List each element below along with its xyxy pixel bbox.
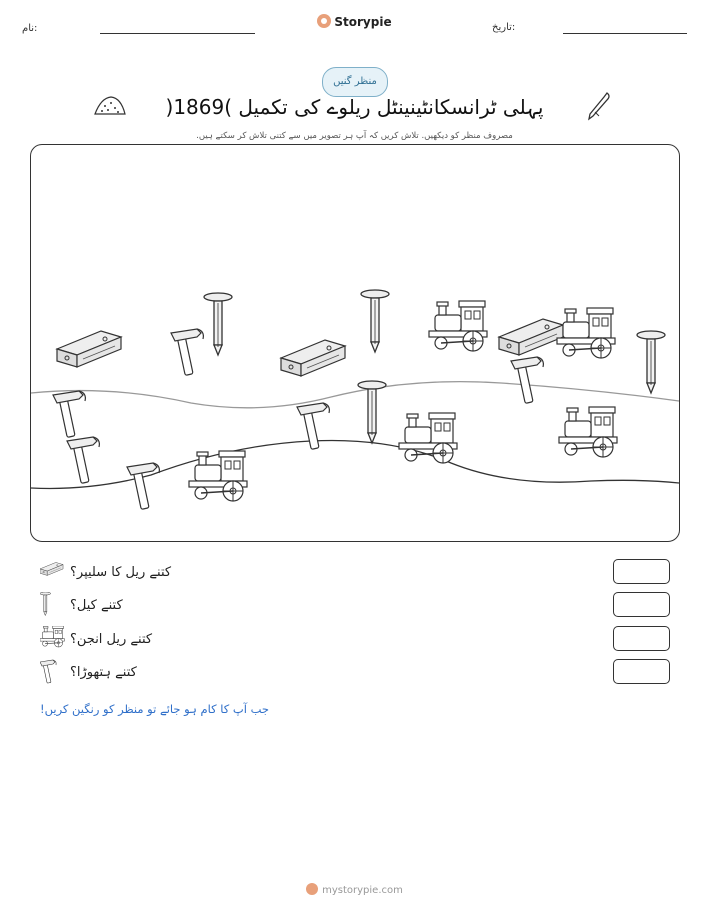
brand-name: Storypie [334, 15, 392, 29]
storypie-logo-icon [306, 883, 318, 895]
date-label: تاریخ: [492, 22, 516, 33]
rail-sleeper-3 [499, 319, 563, 355]
question-row [40, 594, 709, 618]
question-row [40, 661, 709, 685]
page-title: پہلی ٹرانسکانٹینینٹل ریلوے کی تکمیل )1869( [165, 95, 544, 119]
question-text: کتنے ہتھوڑا؟ [70, 665, 137, 680]
answer-box[interactable] [613, 592, 670, 617]
name-line[interactable] [100, 33, 255, 34]
footer-url[interactable]: mystorypie.com [322, 885, 403, 896]
question-row [40, 561, 709, 585]
date-line[interactable] [563, 33, 687, 34]
spike-tool-icon [585, 90, 611, 122]
hammer-1 [171, 329, 203, 375]
hammer-6 [511, 357, 543, 403]
question-text: کتنے ریل کا سلیپر؟ [70, 565, 172, 580]
name-label: نام: [22, 23, 38, 34]
nail-icon [40, 592, 56, 618]
question-text: کتنے کیل؟ [70, 598, 123, 613]
rail-sleeper-1 [57, 331, 121, 367]
locomotive-1 [429, 301, 487, 351]
locomotive-2 [557, 308, 615, 358]
activity-badge: منظر گنیں [322, 67, 388, 97]
nail-3 [637, 331, 665, 393]
locomotive-icon [40, 626, 66, 650]
answer-box[interactable] [613, 559, 670, 584]
hammer-5 [297, 403, 329, 449]
coloring-instruction: جب آپ کا کام ہو جائے تو منظر کو رنگین کریں! [40, 702, 269, 716]
answer-box[interactable] [613, 626, 670, 651]
rail-sleeper-icon [40, 561, 66, 581]
question-text: کتنے ریل انجن؟ [70, 632, 153, 647]
hammer-4 [127, 463, 159, 509]
question-row [40, 628, 709, 652]
storypie-logo-icon [317, 14, 331, 28]
nail-1 [204, 293, 232, 355]
locomotive-5 [399, 413, 457, 463]
hammer-3 [67, 437, 99, 483]
hammer-icon [40, 659, 60, 685]
nail-2 [361, 290, 389, 352]
locomotive-4 [189, 451, 247, 501]
hammer-2 [53, 391, 85, 437]
page-subtitle: مصروف منظر کو دیکھیں. تلاش کریں کہ آپ ہر تصویر میں سے کتنی تلاش کر سکتے ہیں. [196, 131, 513, 141]
footer [0, 883, 709, 896]
locomotive-3 [559, 407, 617, 457]
brand [0, 14, 709, 29]
seek-and-find-scene [30, 144, 680, 542]
answer-box[interactable] [613, 659, 670, 684]
rail-sleeper-2 [281, 340, 345, 376]
